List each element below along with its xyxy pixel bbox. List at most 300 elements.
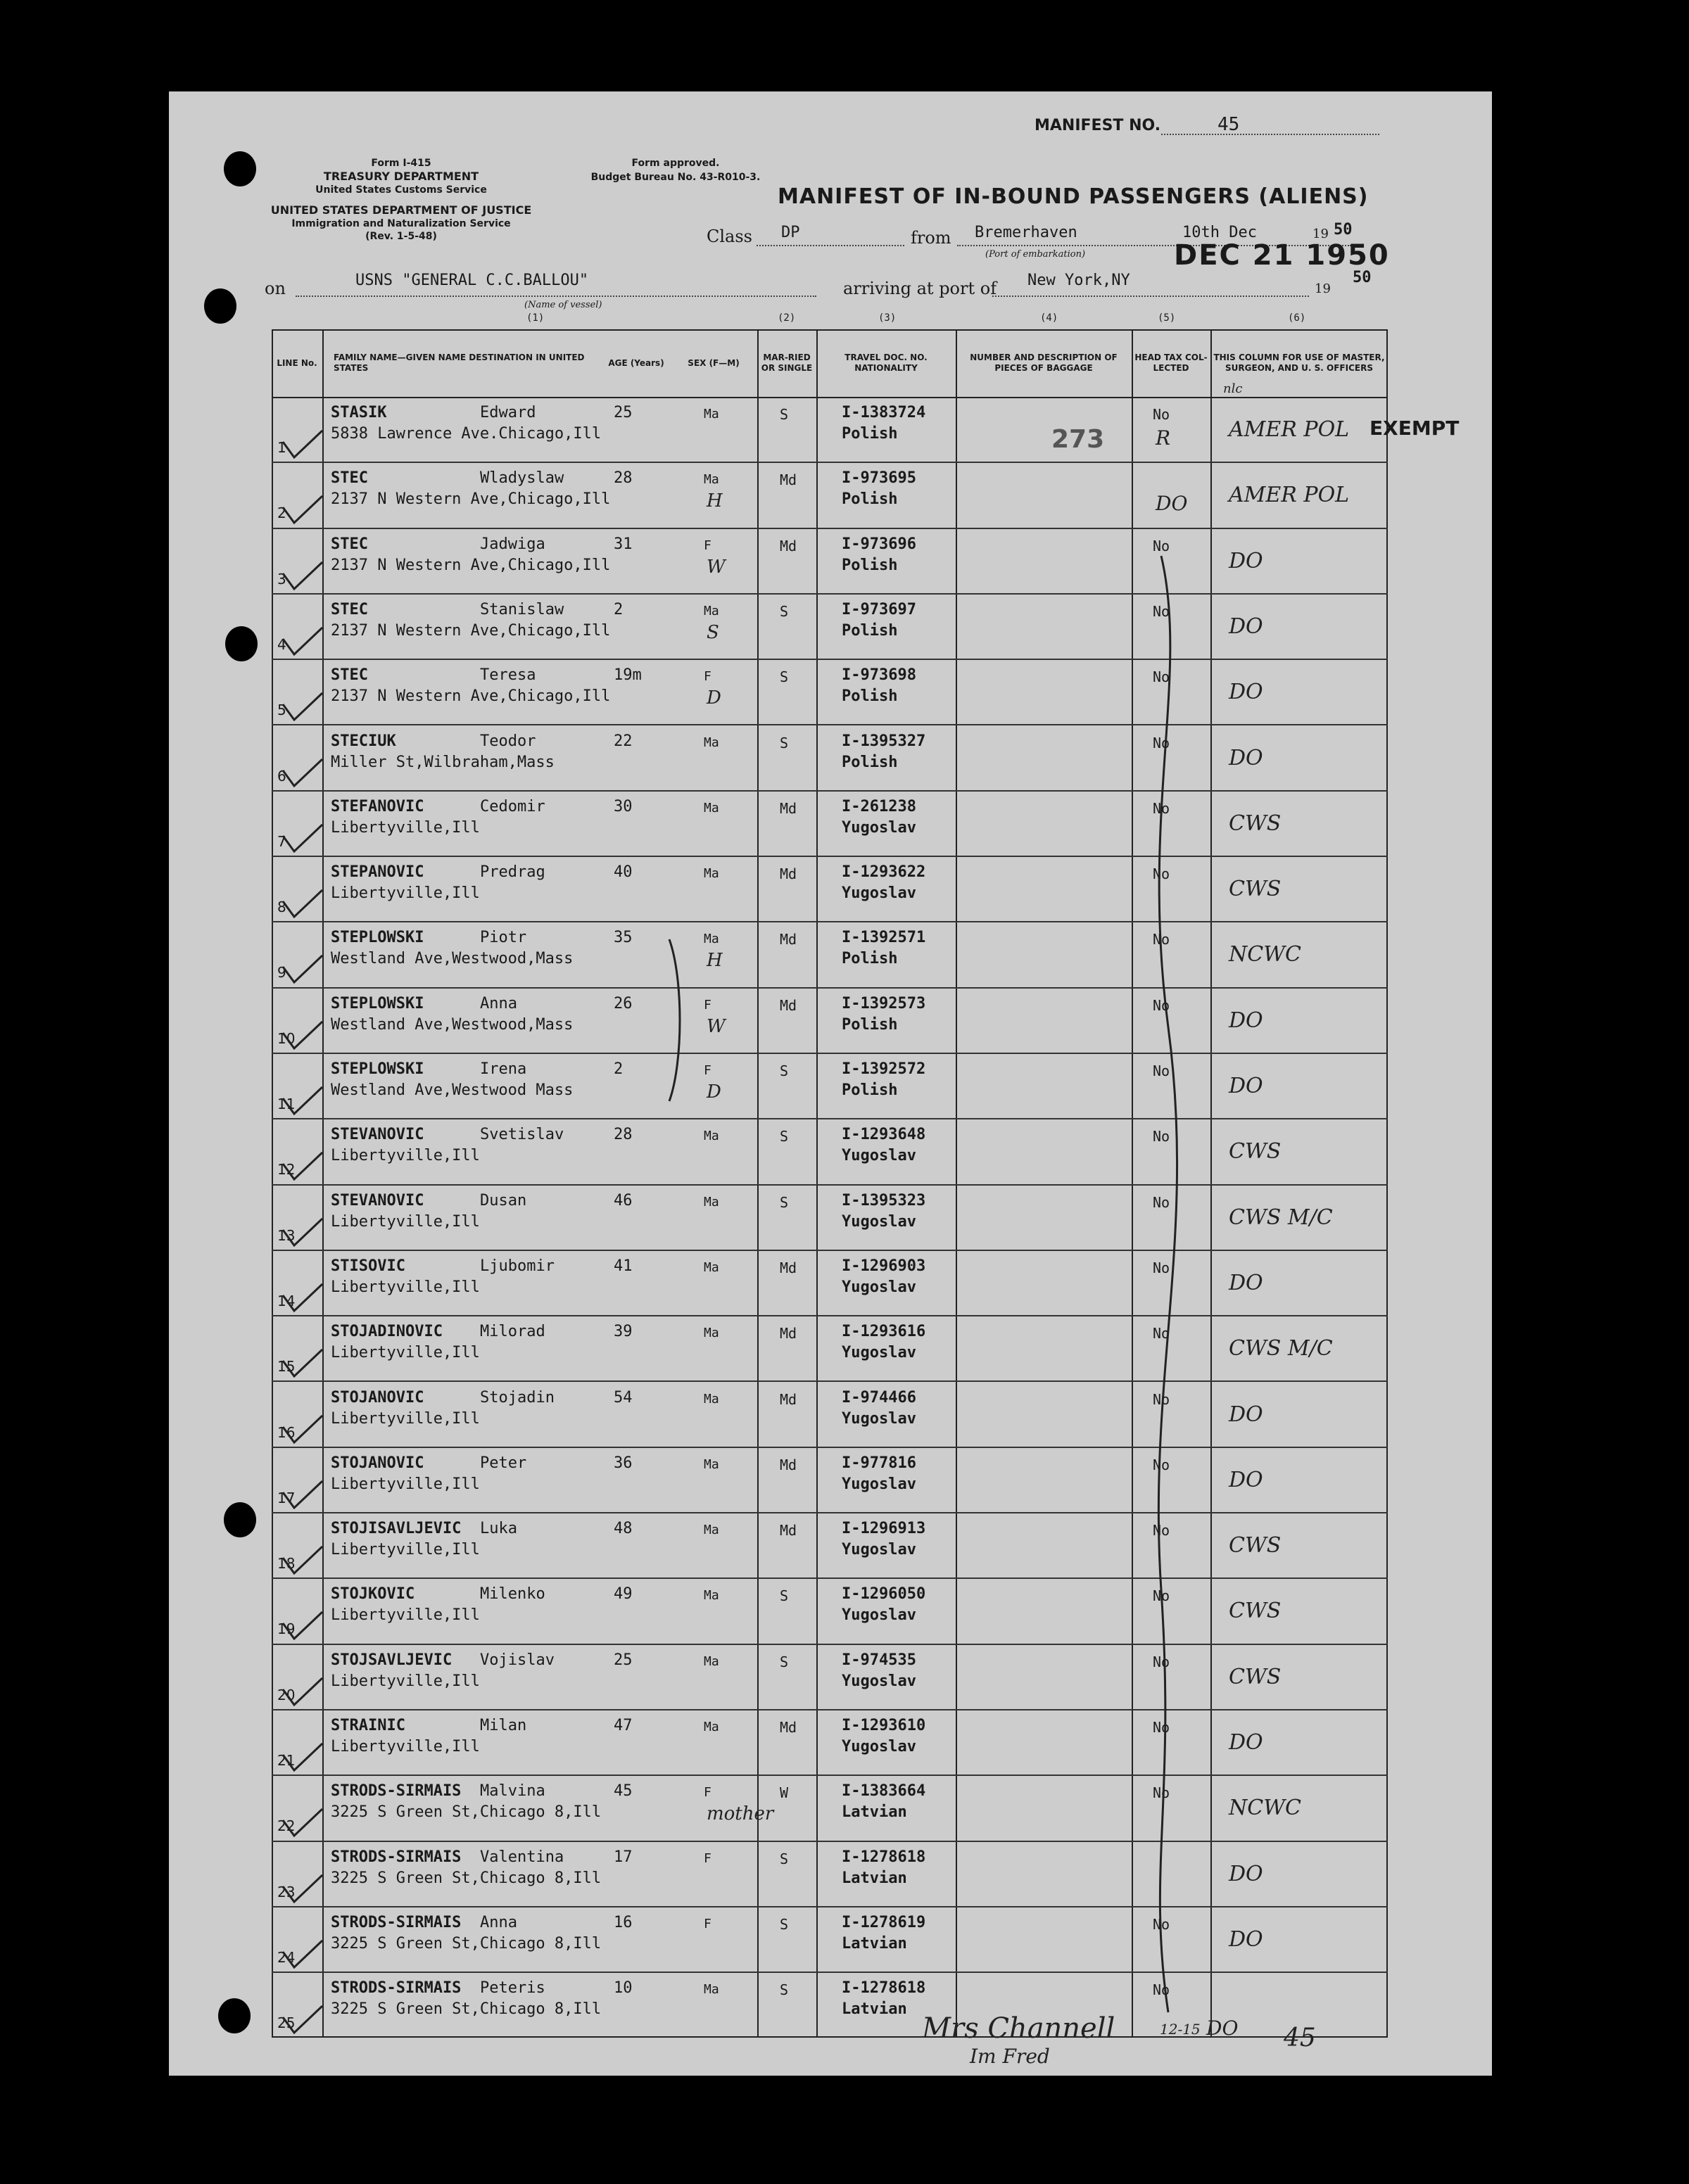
passenger-sex: Ma — [704, 1194, 719, 1210]
passenger-sex: Ma — [704, 1129, 719, 1144]
passenger-sex: Ma — [704, 1982, 719, 1998]
from-label: from — [911, 228, 951, 248]
passenger-marital-status: S — [780, 1193, 789, 1211]
line-number: 24 — [277, 1948, 296, 1966]
official-remark: CWS — [1229, 1533, 1282, 1558]
passenger-destination: 2137 N Western Ave,Chicago,Ill — [331, 490, 611, 509]
passenger-nationality: Yugoslav — [842, 818, 916, 837]
class-label: Class — [707, 227, 752, 246]
table-row — [272, 725, 1388, 792]
passenger-given-name: Ljubomir — [480, 1257, 555, 1275]
passenger-nationality: Latvian — [842, 1934, 907, 1953]
passenger-surname: STOJISAVLJEVIC — [331, 1520, 462, 1538]
head-tax-collected: No — [1153, 1653, 1170, 1670]
passenger-nationality: Polish — [842, 1081, 898, 1099]
passenger-nationality: Yugoslav — [842, 1278, 916, 1296]
passenger-age: 2 — [614, 1060, 624, 1078]
passenger-marital-status: Md — [780, 537, 797, 554]
col-header-sex: SEX (F—M) — [688, 357, 740, 368]
on-label: on — [265, 279, 286, 298]
passenger-age: 36 — [614, 1454, 633, 1472]
official-remark: AMER POL — [1229, 483, 1350, 508]
form-approved: Form approved. — [631, 158, 720, 169]
passenger-age: 30 — [614, 797, 633, 815]
embark-date: 10th Dec — [1182, 224, 1257, 241]
travel-doc-number: I-1392573 — [842, 994, 926, 1012]
passenger-marital-status: Md — [780, 799, 797, 817]
official-remark: DO — [1229, 614, 1263, 639]
passenger-surname: STISOVIC — [331, 1257, 405, 1275]
table-row — [272, 528, 1388, 595]
sex-handwritten-mark: S — [707, 621, 719, 643]
line-number: 3 — [277, 570, 286, 588]
sex-handwritten-mark: D — [707, 1081, 721, 1103]
official-remark: DO — [1229, 1861, 1263, 1886]
official-remark: DO — [1229, 745, 1263, 770]
head-tax-collected: No — [1153, 931, 1170, 948]
passenger-destination: Libertyville,Ill — [331, 1409, 480, 1428]
manifest-no: 45 — [1217, 114, 1240, 135]
passenger-given-name: Piotr — [480, 929, 527, 947]
sex-handwritten-mark: D — [707, 687, 721, 709]
passenger-sex: Ma — [704, 866, 719, 882]
table-row — [272, 462, 1388, 528]
passenger-surname: STEC — [331, 666, 368, 685]
passenger-given-name: Irena — [480, 1060, 527, 1078]
table-row — [272, 397, 1388, 463]
table-row — [272, 1907, 1388, 1973]
check-mark-icon — [282, 823, 324, 854]
official-remark: DO — [1229, 1402, 1263, 1427]
table-row — [272, 1513, 1388, 1579]
check-mark-icon — [282, 889, 324, 920]
table-row — [272, 1578, 1388, 1644]
col-number: (1) — [526, 312, 545, 324]
passenger-sex: F — [704, 1785, 711, 1801]
passenger-age: 40 — [614, 863, 633, 882]
passenger-surname: STEC — [331, 469, 368, 488]
line-number: 10 — [277, 1029, 296, 1047]
official-remark: CWS — [1229, 811, 1282, 836]
head-tax-collected: No — [1153, 734, 1170, 751]
passenger-given-name: Anna — [480, 1913, 517, 1931]
table-row — [272, 1250, 1388, 1316]
travel-doc-number: I-1293616 — [842, 1323, 926, 1341]
passenger-sex: Ma — [704, 735, 719, 750]
passenger-age: 48 — [614, 1520, 633, 1538]
head-tax-collected: No — [1153, 406, 1170, 423]
head-tax-collected: No — [1153, 1719, 1170, 1736]
passenger-sex: F — [704, 538, 711, 553]
passenger-given-name: Wladyslaw — [480, 469, 564, 488]
exempt-mark: EXEMPT — [1369, 417, 1460, 440]
passenger-age: 17 — [614, 1848, 633, 1866]
baggage-count: 273 — [1051, 425, 1105, 454]
passenger-surname: STEC — [331, 600, 368, 618]
line-number: 21 — [277, 1752, 296, 1769]
passenger-nationality: Yugoslav — [842, 1409, 916, 1428]
passenger-age: 25 — [614, 404, 633, 421]
check-mark-icon — [282, 561, 324, 592]
passenger-age: 47 — [614, 1717, 633, 1734]
col-header-travel-doc: TRAVEL DOC. NO. NATIONALITY — [844, 353, 928, 373]
travel-doc-number: I-1395323 — [842, 1191, 926, 1210]
passenger-surname: STRODS-SIRMAIS — [331, 1979, 462, 1998]
line-number: 16 — [277, 1423, 296, 1441]
passenger-destination: 3225 S Green St,Chicago 8,Ill — [331, 1934, 602, 1953]
check-mark-icon — [282, 758, 324, 789]
passenger-destination: Libertyville,Ill — [331, 1738, 480, 1756]
passenger-given-name: Stojadin — [480, 1388, 555, 1407]
travel-doc-number: I-973696 — [842, 535, 916, 553]
passenger-age: 26 — [614, 994, 633, 1012]
official-remark: DO — [1229, 1730, 1263, 1755]
punch-hole — [224, 1502, 256, 1537]
passenger-age: 49 — [614, 1585, 633, 1604]
head-tax-collected: No — [1153, 668, 1170, 686]
travel-doc-number: I-261238 — [842, 797, 916, 815]
passenger-surname: STEPLOWSKI — [331, 929, 424, 947]
year-prefix-1: 19 — [1312, 227, 1329, 241]
line-number: 22 — [277, 1817, 296, 1835]
passenger-surname: STOJKOVIC — [331, 1585, 415, 1604]
travel-doc-number: I-973697 — [842, 600, 916, 618]
col-header-line: LINE No. — [277, 357, 317, 368]
passenger-age: 39 — [614, 1323, 633, 1341]
punch-hole — [225, 626, 258, 661]
passenger-sex: F — [704, 669, 711, 685]
official-remark: CWS M/C — [1229, 1205, 1333, 1230]
table-row — [272, 1447, 1388, 1513]
passenger-marital-status: S — [780, 668, 789, 686]
passenger-age: 31 — [614, 535, 633, 553]
vessel-name: USNS "GENERAL C.C.BALLOU" — [355, 272, 589, 289]
official-remark: CWS — [1229, 1664, 1282, 1689]
head-tax-collected: No — [1153, 1062, 1170, 1079]
head-tax-collected: No — [1153, 799, 1170, 817]
passenger-surname: STOJSAVLJEVIC — [331, 1651, 453, 1669]
passenger-marital-status: S — [780, 1062, 789, 1079]
passenger-nationality: Yugoslav — [842, 884, 916, 903]
official-remark: AMER POL — [1229, 417, 1350, 442]
passenger-sex: Ma — [704, 1456, 719, 1472]
passenger-age: 16 — [614, 1913, 633, 1931]
passenger-destination: 3225 S Green St,Chicago 8,Ill — [331, 1869, 602, 1887]
passenger-given-name: Edward — [480, 404, 536, 421]
port-embarkation: Bremerhaven — [975, 224, 1077, 241]
line-number: 9 — [277, 964, 286, 982]
passenger-sex: Ma — [704, 1720, 719, 1734]
passenger-marital-status: Md — [780, 1325, 797, 1342]
official-remark: DO — [1229, 1926, 1263, 1952]
travel-doc-number: I-977816 — [842, 1454, 916, 1472]
passenger-sex: F — [704, 1063, 711, 1078]
passenger-sex: Ma — [704, 1326, 719, 1341]
travel-doc-number: I-1293610 — [842, 1717, 926, 1734]
passenger-age: 19m — [614, 666, 642, 685]
sex-handwritten-mark: W — [707, 1015, 726, 1037]
travel-doc-number: I-1392571 — [842, 929, 926, 947]
travel-doc-number: I-1296913 — [842, 1520, 926, 1538]
passenger-nationality: Yugoslav — [842, 1738, 916, 1756]
passenger-given-name: Stanislaw — [480, 600, 564, 618]
table-row — [272, 1644, 1388, 1710]
col-header-married: MAR-RIED OR SINGLE — [761, 353, 813, 373]
budget-bureau: Budget Bureau No. 43-R010-3. — [590, 172, 761, 183]
check-mark-icon — [282, 1742, 324, 1773]
head-tax-collected: No — [1153, 1390, 1170, 1408]
check-mark-icon — [282, 954, 324, 985]
table-row — [272, 1710, 1388, 1776]
punch-hole — [204, 288, 236, 324]
passenger-nationality: Polish — [842, 687, 898, 706]
travel-doc-number: I-1278619 — [842, 1913, 926, 1931]
passenger-sex: Ma — [704, 1653, 719, 1669]
passenger-nationality: Polish — [842, 621, 898, 640]
check-mark-icon — [282, 1217, 324, 1248]
line-number: 19 — [277, 1620, 296, 1638]
footer-note-2: Im Fred — [970, 2045, 1050, 2068]
passenger-given-name: Luka — [480, 1520, 517, 1538]
official-remark: DO — [1229, 1074, 1263, 1098]
official-remark: DO — [1229, 1270, 1263, 1295]
passenger-surname: STEVANOVIC — [331, 1191, 424, 1210]
passenger-sex: Ma — [704, 1391, 719, 1407]
punch-hole — [224, 151, 256, 186]
check-mark-icon — [282, 2005, 324, 2036]
official-remark: DO — [1229, 548, 1263, 573]
passenger-destination: 2137 N Western Ave,Chicago,Ill — [331, 556, 611, 574]
head-tax-collected: No — [1153, 537, 1170, 554]
passenger-sex: Ma — [704, 472, 719, 488]
passenger-marital-status: Md — [780, 1456, 797, 1473]
head-tax-collected: No — [1153, 1259, 1170, 1276]
passenger-given-name: Malvina — [480, 1782, 545, 1801]
line-number: 6 — [277, 767, 286, 785]
passenger-given-name: Svetislav — [480, 1126, 564, 1144]
travel-doc-number: I-1296903 — [842, 1257, 926, 1275]
passenger-sex: F — [704, 1916, 711, 1931]
line-number: 11 — [277, 1096, 296, 1112]
year-1: 50 — [1334, 221, 1353, 239]
line-number: 14 — [277, 1292, 296, 1309]
travel-doc-number: I-973695 — [842, 469, 916, 488]
justice-department: UNITED STATES DEPARTMENT OF JUSTICE — [270, 203, 532, 217]
check-mark-icon — [282, 626, 324, 657]
year-prefix-2: 19 — [1315, 281, 1331, 296]
vessel-caption: (Name of vessel) — [524, 300, 602, 310]
passenger-surname: STASIK — [331, 404, 387, 421]
passenger-destination: Libertyville,Ill — [331, 1475, 480, 1493]
passenger-nationality: Yugoslav — [842, 1606, 916, 1625]
passenger-given-name: Peter — [480, 1454, 527, 1472]
passenger-surname: STEPANOVIC — [331, 863, 424, 882]
line-number: 25 — [277, 2014, 296, 2032]
head-tax-mark: R — [1156, 426, 1171, 450]
passenger-given-name: Vojislav — [480, 1651, 555, 1669]
passenger-surname: STECIUK — [331, 732, 396, 750]
passenger-marital-status: S — [780, 406, 789, 423]
table-row — [272, 1119, 1388, 1185]
sex-handwritten-mark: H — [707, 950, 723, 972]
travel-doc-number: I-974466 — [842, 1388, 916, 1407]
passenger-destination: Libertyville,Ill — [331, 1278, 480, 1296]
line-number: 13 — [277, 1226, 296, 1244]
passenger-destination: Miller St,Wilbraham,Mass — [331, 753, 555, 771]
passenger-destination: Libertyville,Ill — [331, 1344, 480, 1362]
check-mark-icon — [282, 1874, 324, 1905]
arrival-date-stamp: DEC 21 1950 — [1174, 239, 1390, 272]
col-number: (5) — [1158, 312, 1176, 324]
col-number: (3) — [878, 312, 897, 324]
head-tax-mark: DO — [1156, 492, 1188, 516]
check-mark-icon — [282, 1611, 324, 1642]
passenger-marital-status: S — [780, 1915, 789, 1933]
passenger-marital-status: S — [780, 1850, 789, 1867]
passenger-marital-status: Md — [780, 865, 797, 883]
passenger-destination: 5838 Lawrence Ave.Chicago,Ill — [331, 425, 602, 443]
passenger-marital-status: Md — [780, 1259, 797, 1276]
head-tax-collected: No — [1153, 1128, 1170, 1145]
port-embarkation-caption: (Port of embarkation) — [985, 249, 1086, 260]
passenger-age: 54 — [614, 1388, 633, 1407]
passenger-given-name: Teodor — [480, 732, 536, 750]
nlc-note: nlc — [1223, 381, 1243, 396]
passenger-sex: Ma — [704, 1259, 719, 1275]
travel-doc-number: I-1296050 — [842, 1585, 926, 1604]
passenger-surname: STOJADINOVIC — [331, 1323, 443, 1341]
official-remark: NCWC — [1229, 1796, 1301, 1821]
official-remark: DO — [1229, 1008, 1263, 1033]
passenger-given-name: Anna — [480, 994, 517, 1012]
ins-service: Immigration and Naturalization Service — [291, 218, 511, 229]
passenger-nationality: Yugoslav — [842, 1147, 916, 1165]
passenger-nationality: Yugoslav — [842, 1541, 916, 1559]
passenger-destination: Westland Ave,Westwood,Mass — [331, 1015, 574, 1034]
passenger-nationality: Latvian — [842, 1803, 907, 1822]
check-mark-icon — [282, 1086, 324, 1117]
passenger-destination: 3225 S Green St,Chicago 8,Ill — [331, 1803, 602, 1822]
check-mark-icon — [282, 1020, 324, 1051]
passenger-surname: STOJANOVIC — [331, 1454, 424, 1472]
passenger-nationality: Polish — [842, 556, 898, 574]
passenger-destination: 2137 N Western Ave,Chicago,Ill — [331, 687, 611, 706]
table-row — [272, 594, 1388, 660]
check-mark-icon — [282, 1808, 324, 1839]
line-number: 15 — [277, 1358, 296, 1376]
passenger-given-name: Jadwiga — [480, 535, 545, 553]
passenger-marital-status: Md — [780, 996, 797, 1014]
punch-hole — [218, 1998, 251, 2033]
line-number: 12 — [277, 1161, 296, 1179]
official-remark: CWS — [1229, 1139, 1282, 1164]
head-tax-collected: No — [1153, 1193, 1170, 1211]
passenger-surname: STRODS-SIRMAIS — [331, 1913, 462, 1931]
line-number: 8 — [277, 899, 286, 916]
passenger-nationality: Polish — [842, 1015, 898, 1034]
passenger-sex: Ma — [704, 932, 719, 947]
sex-handwritten-mark: mother — [707, 1803, 774, 1825]
table-row — [272, 1382, 1388, 1448]
col-number: (4) — [1040, 312, 1058, 324]
passenger-sex: Ma — [704, 407, 719, 421]
col-header-age: AGE (Years) — [608, 357, 664, 368]
passenger-destination: Libertyville,Ill — [331, 1212, 480, 1231]
passenger-surname: STEVANOVIC — [331, 1126, 424, 1144]
head-tax-collected: No — [1153, 996, 1170, 1014]
manifest-no-label: MANIFEST NO. — [1035, 117, 1161, 134]
passenger-surname: STEPLOWSKI — [331, 994, 424, 1012]
line-number: 7 — [277, 832, 286, 850]
passenger-destination: Libertyville,Ill — [331, 1672, 480, 1690]
port-arrival: New York,NY — [1027, 272, 1130, 289]
travel-doc-number: I-1278618 — [842, 1848, 926, 1866]
table-row — [272, 922, 1388, 988]
line-number: 23 — [277, 1883, 296, 1900]
table-row — [272, 856, 1388, 922]
head-tax-collected: No — [1153, 1981, 1170, 1999]
passenger-destination: Westland Ave,Westwood Mass — [331, 1081, 574, 1099]
passenger-sex: Ma — [704, 1588, 719, 1604]
passenger-marital-status: Md — [780, 1390, 797, 1408]
head-tax-collected: No — [1153, 1456, 1170, 1473]
passenger-marital-status: S — [780, 1128, 789, 1145]
manifest-title: MANIFEST OF IN-BOUND PASSENGERS (ALIENS) — [778, 184, 1369, 209]
head-tax-collected: No — [1153, 1522, 1170, 1539]
check-mark-icon — [282, 429, 324, 460]
passenger-marital-status: S — [780, 1981, 789, 1999]
footer-manifest-45: 45 — [1284, 2024, 1316, 2052]
table-row — [272, 1053, 1388, 1119]
sex-handwritten-mark: W — [707, 556, 726, 578]
passenger-surname: STEPLOWSKI — [331, 1060, 424, 1078]
passenger-nationality: Yugoslav — [842, 1212, 916, 1231]
class-value: DP — [781, 224, 800, 241]
passenger-destination: Libertyville,Ill — [331, 818, 480, 837]
travel-doc-number: I-973698 — [842, 666, 916, 685]
travel-doc-number: I-1293648 — [842, 1126, 926, 1144]
passenger-age: 10 — [614, 1979, 633, 1998]
passenger-surname: STOJANOVIC — [331, 1388, 424, 1407]
passenger-age: 22 — [614, 732, 633, 750]
customs-service: United States Customs Service — [315, 184, 487, 196]
treasury-department: TREASURY DEPARTMENT — [323, 170, 479, 183]
passenger-marital-status: Md — [780, 931, 797, 948]
head-tax-collected: No — [1153, 1325, 1170, 1342]
passenger-given-name: Peteris — [480, 1979, 545, 1998]
check-mark-icon — [282, 1283, 324, 1314]
passenger-destination: Libertyville,Ill — [331, 1147, 480, 1165]
head-tax-collected: No — [1153, 1784, 1170, 1802]
check-mark-icon — [282, 1151, 324, 1182]
official-remark: CWS M/C — [1229, 1336, 1333, 1361]
passenger-sex: F — [704, 1850, 711, 1866]
passenger-given-name: Teresa — [480, 666, 536, 685]
col-header-name: FAMILY NAME—GIVEN NAME DESTINATION IN UNITED STATES — [334, 353, 585, 373]
sex-handwritten-mark: H — [707, 490, 723, 512]
sex-bracket — [666, 936, 687, 1105]
passenger-nationality: Latvian — [842, 2000, 907, 2019]
col-header-official-use: THIS COLUMN FOR USE OF MASTER, SURGEON, AND U. S. OFFICERS — [1213, 353, 1385, 373]
passenger-nationality: Polish — [842, 950, 898, 968]
travel-doc-number: I-1395327 — [842, 732, 926, 750]
passenger-marital-status: S — [780, 1587, 789, 1605]
check-mark-icon — [282, 1939, 324, 1970]
check-mark-icon — [282, 495, 324, 526]
passenger-nationality: Polish — [842, 425, 898, 443]
table-row — [272, 1185, 1388, 1251]
year-2: 50 — [1353, 269, 1372, 286]
